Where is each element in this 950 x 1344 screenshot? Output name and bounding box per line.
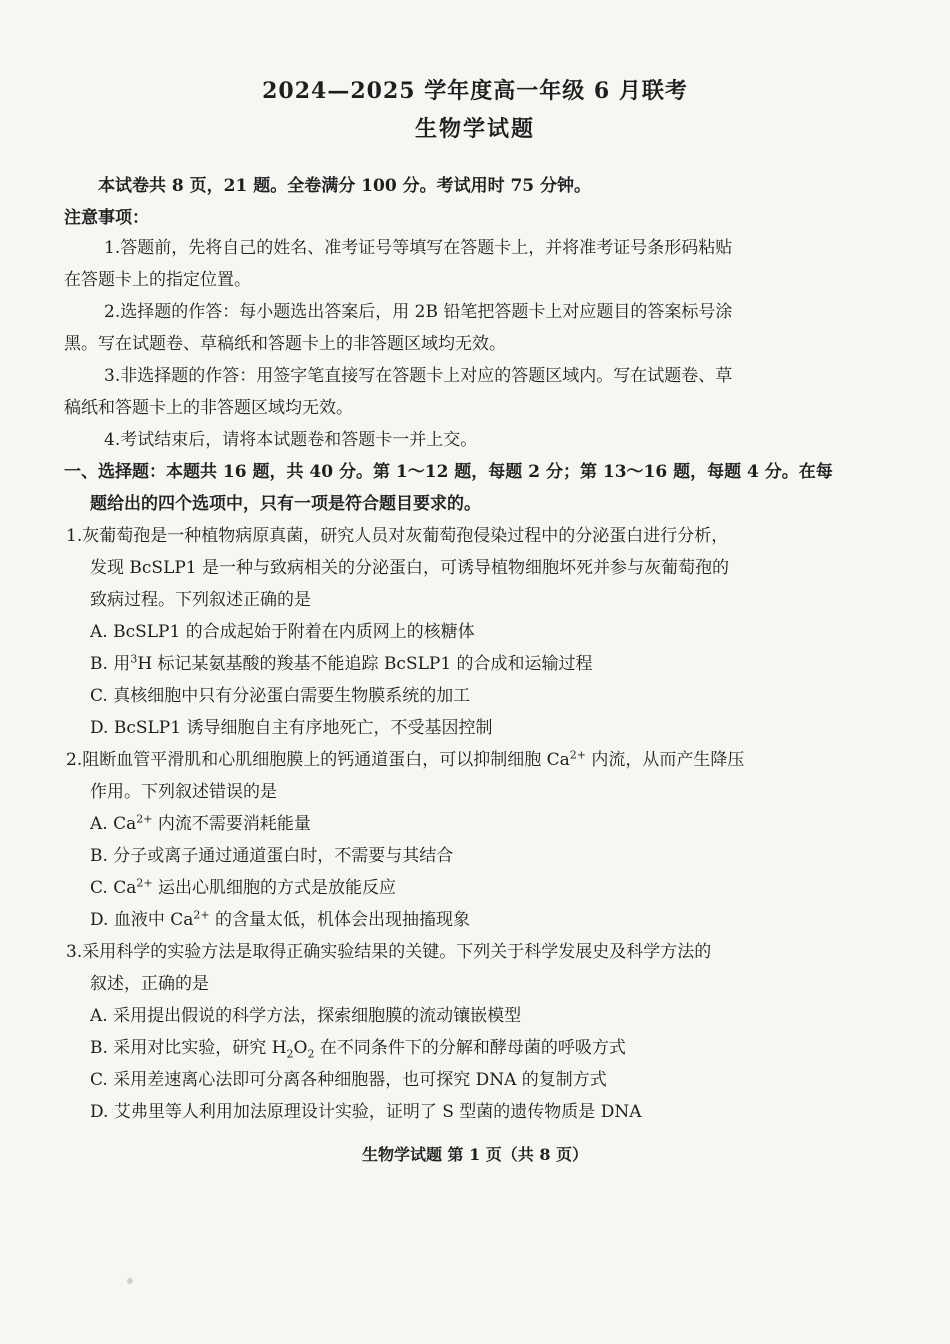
notes-heading: 注意事项： — [64, 208, 149, 228]
section-heading-cont: 题给出的四个选项中，只有一项是符合题目要求的。 — [90, 494, 481, 514]
scan-speck — [127, 1278, 133, 1284]
exam-intro: 本试卷共 8 页，21 题。全卷满分 100 分。考试用时 75 分钟。 — [98, 176, 592, 196]
note-line: 在答题卡上的指定位置。 — [64, 270, 251, 290]
q3-stem: 3.采用科学的实验方法是取得正确实验结果的关键。下列关于科学发展史及科学方法的 — [66, 942, 712, 962]
q2-stem: 作用。下列叙述错误的是 — [90, 782, 277, 802]
q2-stem: 2.阻断血管平滑肌和心肌细胞膜上的钙通道蛋白，可以抑制细胞 $Ca^{2+}$ 内流，从而产生降压 — [66, 748, 745, 770]
q1-option-a: A. BcSLP1 的合成起始于附着在内质网上的核糖体 — [90, 622, 475, 642]
note-line: 4.考试结束后，请将本试题卷和答题卡一并上交。 — [104, 430, 478, 450]
section-heading: 一、选择题：本题共 16 题，共 40 分。第 1～12 题，每题 2 分；第 13～16 题，每题 4 分。在每 — [64, 462, 833, 482]
q3-option-d: D. 艾弗里等人利用加法原理设计实验，证明了 S 型菌的遗传物质是 DNA — [90, 1102, 642, 1122]
q2-option-a: A. $Ca^{2+}$ 内流不需要消耗能量 — [90, 812, 311, 834]
q2-option-b: B. 分子或离子通过通道蛋白时，不需要与其结合 — [90, 846, 454, 866]
note-line: 稿纸和答题卡上的非答题区域均无效。 — [64, 398, 353, 418]
q3-stem: 叙述，正确的是 — [90, 974, 209, 994]
note-line: 3.非选择题的作答：用签字笔直接写在答题卡上对应的答题区域内。写在试题卷、草 — [104, 366, 733, 386]
q2-option-d: D. 血液中 $Ca^{2+}$ 的含量太低，机体会出现抽搐现象 — [90, 908, 471, 930]
q2-option-c: C. $Ca^{2+}$ 运出心肌细胞的方式是放能反应 — [90, 876, 396, 898]
page-footer: 生物学试题 第 1 页（共 8 页） — [361, 1145, 589, 1164]
q1-stem: 致病过程。下列叙述正确的是 — [90, 590, 311, 610]
note-line: 黑。写在试题卷、草稿纸和答题卡上的非答题区域均无效。 — [64, 334, 506, 354]
exam-title: 2024—2025 学年度高一年级 6 月联考 — [262, 78, 688, 104]
q1-stem: 1.灰葡萄孢是一种植物病原真菌，研究人员对灰葡萄孢侵染过程中的分泌蛋白进行分析， — [66, 526, 729, 546]
subject-title: 生物学试题 — [414, 116, 535, 142]
q3-option-c: C. 采用差速离心法即可分离各种细胞器，也可探究 DNA 的复制方式 — [90, 1070, 607, 1090]
q1-option-d: D. BcSLP1 诱导细胞自主有序地死亡，不受基因控制 — [90, 718, 493, 738]
q1-option-b: B. 用$^3$H 标记某氨基酸的羧基不能追踪 BcSLP1 的合成和运输过程 — [90, 652, 593, 674]
q1-stem: 发现 BcSLP1 是一种与致病相关的分泌蛋白，可诱导植物细胞坏死并参与灰葡萄孢的 — [90, 558, 730, 578]
q3-option-a: A. 采用提出假说的科学方法，探索细胞膜的流动镶嵌模型 — [90, 1006, 522, 1026]
note-line: 2.选择题的作答：每小题选出答案后，用 2B 铅笔把答题卡上对应题目的答案标号涂 — [104, 302, 733, 322]
q1-option-c: C. 真核细胞中只有分泌蛋白需要生物膜系统的加工 — [90, 686, 471, 706]
note-line: 1.答题前，先将自己的姓名、准考证号等填写在答题卡上，并将准考证号条形码粘贴 — [104, 238, 733, 258]
q3-option-b: B. 采用对比实验，研究 $H_2O_2$ 在不同条件下的分解和酵母菌的呼吸方式 — [90, 1038, 626, 1061]
